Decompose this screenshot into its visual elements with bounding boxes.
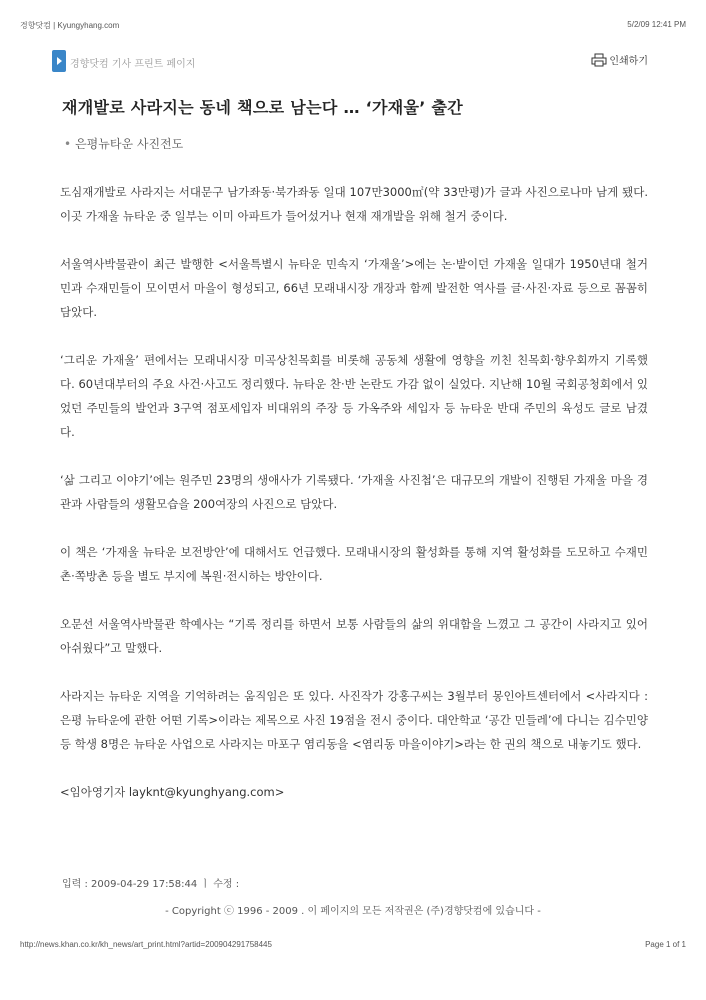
bullet-icon: •	[64, 137, 72, 151]
print-button-label: 인쇄하기	[609, 56, 648, 67]
article-paragraph: 도심재개발로 사라지는 서대문구 남가좌동·북가좌동 일대 107만3000㎡(약 33만평)가 글과 사진으로나마 남게 됐다. 이곳 가재울 뉴타운 중 일부는 이미 아파트가 들어섰거나 현재 재개발을 위해 철거 중이다.	[60, 185, 648, 223]
article-paragraph: 이 책은 ‘가재울 뉴타운 보전방안’에 대해서도 언급했다. 모래내시장의 활성화를 통해 지역 활성화를 도모하고 수재민촌·쪽방촌 등을 별도 부지에 복원·전시하는 방안이다.	[60, 545, 648, 583]
arrow-right-icon	[52, 50, 66, 72]
copyright-notice: - Copyright ⓒ 1996 - 2009 . 이 페이지의 모든 저작권은 (주)경향닷컴에 있습니다 -	[165, 906, 541, 917]
article-paragraph: 사라지는 뉴타운 지역을 기억하려는 움직임은 또 있다. 사진작가 강홍구씨는 3월부터 몽인아트센터에서 <사라지다 : 은평 뉴타운에 관한 어떤 기록>이라는 제목으로 사진 19점을 전시 중이다. 대안학교 ‘공간 민들레’에 다니는 김수민양 등 학생 8명은 뉴타운 사업으로 사라지는 마포구 염리동을 <염리동 마을이야기>라는 한 권의 책으로 내놓기도 했다.	[60, 689, 648, 751]
print-page-label: 경향닷컴 기사 프린트 페이지	[70, 59, 196, 70]
print-header-datetime: 5/2/09 12:41 PM	[627, 20, 686, 29]
print-header-site: 경향닷컴 | Kyungyhang.com	[20, 21, 120, 30]
article-paragraph: 오문선 서울역사박물관 학예사는 “기록 정리를 하면서 보통 사람들의 삶의 위대함을 느꼈고 그 공간이 사라지고 있어 아쉬웠다”고 말했다.	[60, 617, 648, 655]
article-byline: <임아영기자 layknt@kyunghyang.com>	[60, 785, 285, 799]
print-footer-url: http://news.khan.co.kr/kh_news/art_print.html?artid=200904291758445	[20, 940, 272, 949]
article-subhead	[64, 135, 183, 152]
print-button[interactable]	[591, 52, 648, 67]
printer-icon	[591, 53, 607, 67]
print-page-topbar	[52, 50, 652, 72]
article-timestamp: 입력 : 2009-04-29 17:58:44 ㅣ 수정 :	[62, 879, 240, 890]
article-body	[60, 180, 648, 828]
article-headline: 재개발로 사라지는 동네 책으로 남는다 … ‘가재울’ 출간	[62, 98, 464, 117]
article-subhead-text: 은평뉴타운 사진전도	[75, 137, 184, 151]
print-footer-page: Page 1 of 1	[645, 940, 686, 949]
article-paragraph: ‘삶 그리고 이야기’에는 원주민 23명의 생애사가 기록됐다. ‘가재울 사진첩’은 대규모의 개발이 진행된 가재울 마을 경관과 사람들의 생활모습을 200여장의 사진으로 담았다.	[60, 473, 648, 511]
article-paragraph: 서울역사박물관이 최근 발행한 <서울특별시 뉴타운 민속지 ‘가재울’>에는 논·밭이던 가재울 일대가 1950년대 철거민과 수재민들이 모이면서 마을이 형성되고, 66년 모래내시장 개장과 함께 발전한 역사를 글·사진·자료 등으로 꼼꼼히 담았다.	[60, 257, 648, 319]
article-paragraph: ‘그리운 가재울’ 편에서는 모래내시장 미곡상친목회를 비롯해 공동체 생활에 영향을 끼친 친목회·향우회까지 기록했다. 60년대부터의 주요 사건·사고도 정리했다. 뉴타운 찬·반 논란도 가감 없이 실었다. 지난해 10월 국회공청회에서 있었던 주민들의 발언과 3구역 점포세입자 비대위의 주장 등 가옥주와 세입자 등 뉴타운 반대 주민의 육성도 글로 남겼다.	[60, 353, 648, 439]
